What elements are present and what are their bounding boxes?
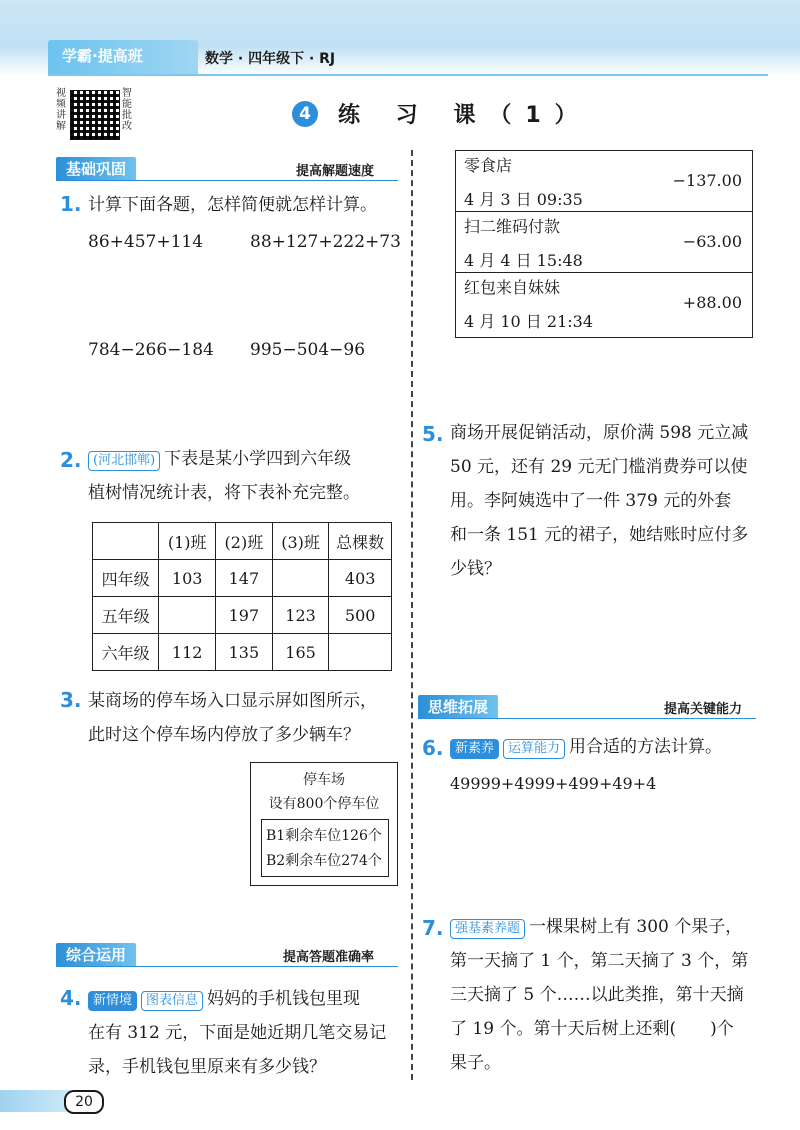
lesson-title: 练 习 课（1） bbox=[338, 103, 591, 128]
qr-left-label: 视频讲解 bbox=[56, 88, 66, 132]
q6-tag-literacy: 新素养 bbox=[450, 739, 499, 759]
tx-date: 4 月 4 日 15:48 bbox=[464, 251, 583, 270]
tx-amount: −137.00 bbox=[672, 171, 742, 190]
parking-sign-title: 停车场 bbox=[303, 772, 345, 788]
tx-date: 4 月 3 日 09:35 bbox=[464, 190, 583, 209]
section-banner-extended: 思维拓展 bbox=[418, 695, 498, 719]
section-sub-applied: 提高答题准确率 bbox=[283, 950, 375, 965]
table-row bbox=[93, 634, 392, 671]
table-cell: 500 bbox=[329, 597, 392, 634]
page-number: 20 bbox=[64, 1090, 104, 1114]
q1-text: 计算下面各题，怎样简便就怎样计算。 bbox=[88, 195, 377, 215]
tx-date: 4 月 10 日 21:34 bbox=[464, 312, 593, 331]
table-cell: 403 bbox=[329, 560, 392, 597]
parking-sign-inner bbox=[261, 819, 389, 877]
q4-tag-chart: 图表信息 bbox=[141, 991, 203, 1011]
q5-line-2: 50 元，还有 29 元无门槛消费券可以使 bbox=[450, 457, 748, 477]
q3-text-2: 此时这个停车场内停放了多少辆车？ bbox=[88, 725, 360, 745]
table-cell: 六年级 bbox=[93, 634, 159, 671]
table-row bbox=[93, 523, 392, 560]
table-cell: (3)班 bbox=[272, 523, 329, 560]
section-rule-applied bbox=[56, 966, 398, 967]
qr-code-icon[interactable] bbox=[70, 90, 120, 140]
transaction-list bbox=[455, 150, 753, 338]
q5-line-3: 用。李阿姨选中了一件 379 元的外套 bbox=[450, 491, 732, 511]
q4-text-3: 录，手机钱包里原来有多少钱？ bbox=[88, 1057, 326, 1077]
transaction-item bbox=[456, 273, 752, 333]
table-cell: 135 bbox=[216, 634, 273, 671]
table-cell: 165 bbox=[272, 634, 329, 671]
parking-sign bbox=[250, 762, 398, 886]
q4-text-1: 妈妈的手机钱包里现 bbox=[207, 989, 361, 1009]
q2-line1 bbox=[88, 444, 351, 475]
section-banner-applied: 综合运用 bbox=[56, 943, 136, 967]
column-divider bbox=[411, 150, 413, 1080]
tx-name: 零食店 bbox=[464, 156, 513, 175]
q7-line-4: 了 19 个。第十天后树上还剩( )个 bbox=[450, 1019, 734, 1039]
q6-tag-skill: 运算能力 bbox=[503, 739, 565, 759]
tx-name: 扫二维码付款 bbox=[464, 217, 561, 236]
section-rule-extended bbox=[418, 718, 756, 719]
q7-line-2: 第一天摘了 1 个，第二天摘了 3 个，第 bbox=[450, 951, 749, 971]
section-sub-basic: 提高解题速度 bbox=[296, 164, 375, 179]
section-rule-basic bbox=[56, 180, 398, 181]
q6-line1 bbox=[450, 732, 722, 763]
table-cell: (2)班 bbox=[216, 523, 273, 560]
table-row bbox=[93, 560, 392, 597]
q1-expr-4: 995−504−96 bbox=[250, 340, 366, 360]
table-cell: 112 bbox=[159, 634, 216, 671]
q7-number: 7. bbox=[422, 916, 444, 940]
q7-line-3: 三天摘了 5 个……以此类推，第十天摘 bbox=[450, 985, 744, 1005]
q4-tag-context: 新情境 bbox=[88, 991, 137, 1011]
qr-block[interactable] bbox=[56, 88, 132, 146]
q2-text-2: 植树情况统计表，将下表补充完整。 bbox=[88, 483, 360, 503]
section-sub-extended: 提高关键能力 bbox=[664, 702, 743, 717]
table-cell: 五年级 bbox=[93, 597, 159, 634]
table-cell[interactable] bbox=[272, 560, 329, 597]
q4-number: 4. bbox=[60, 986, 82, 1010]
parking-b2: B2剩余车位274个 bbox=[266, 853, 382, 869]
q4-line1 bbox=[88, 984, 360, 1015]
q7-text-1: 一棵果树上有 300 个果子， bbox=[529, 917, 743, 937]
book-title: 数学 · 四年级下 · RJ bbox=[205, 51, 336, 67]
tx-amount: −63.00 bbox=[682, 232, 742, 251]
table-cell: 总棵数 bbox=[329, 523, 392, 560]
q5-line-4: 和一条 151 元的裙子，她结账时应付多 bbox=[450, 525, 749, 545]
q1-expr-1: 86+457+114 bbox=[88, 232, 204, 252]
q7-line-5: 果子。 bbox=[450, 1053, 501, 1073]
q3-number: 3. bbox=[60, 688, 82, 712]
table-cell: 123 bbox=[272, 597, 329, 634]
q2-region-tag: (河北邯郸) bbox=[88, 451, 160, 471]
table-cell: 147 bbox=[216, 560, 273, 597]
q5-number: 5. bbox=[422, 422, 444, 446]
section-banner-basic: 基础巩固 bbox=[56, 157, 136, 181]
parking-sign-capacity: 设有800个停车位 bbox=[268, 796, 380, 812]
q7-line1 bbox=[450, 912, 742, 943]
q5-line-5: 少钱？ bbox=[450, 559, 501, 579]
q5-line-1: 商场开展促销活动，原价满 598 元立减 bbox=[450, 423, 749, 443]
transaction-item bbox=[456, 151, 752, 212]
table-cell: 103 bbox=[159, 560, 216, 597]
brand-title: 学霸·提高班 bbox=[62, 47, 143, 65]
q6-number: 6. bbox=[422, 736, 444, 760]
table-cell[interactable] bbox=[159, 597, 216, 634]
q1-expr-3: 784−266−184 bbox=[88, 340, 214, 360]
q3-text-1: 某商场的停车场入口显示屏如图所示， bbox=[88, 691, 377, 711]
q2-text-1: 下表是某小学四到六年级 bbox=[164, 449, 352, 469]
q7-tag: 强基素养题 bbox=[450, 919, 525, 939]
qr-right-label: 智能批改 bbox=[122, 88, 132, 132]
table-row bbox=[93, 597, 392, 634]
table-cell: 四年级 bbox=[93, 560, 159, 597]
tx-name: 红包来自妹妹 bbox=[464, 278, 561, 297]
q1-number: 1. bbox=[60, 192, 82, 216]
lesson-number-badge: 4 bbox=[292, 101, 318, 127]
header-rule bbox=[48, 74, 768, 76]
transaction-item bbox=[456, 212, 752, 273]
table-cell[interactable] bbox=[329, 634, 392, 671]
q4-text-2: 在有 312 元，下面是她近期几笔交易记 bbox=[88, 1023, 387, 1043]
q6-expr: 49999+4999+499+49+4 bbox=[450, 774, 657, 793]
table-cell: (1)班 bbox=[159, 523, 216, 560]
footer-band bbox=[0, 1090, 70, 1112]
tx-amount: +88.00 bbox=[682, 293, 742, 312]
table-cell: 197 bbox=[216, 597, 273, 634]
q6-text: 用合适的方法计算。 bbox=[569, 737, 723, 757]
q1-expr-2: 88+127+222+73 bbox=[250, 232, 401, 252]
tree-table bbox=[92, 522, 392, 671]
parking-b1: B1剩余车位126个 bbox=[266, 828, 382, 844]
q2-number: 2. bbox=[60, 448, 82, 472]
table-cell bbox=[93, 523, 159, 560]
